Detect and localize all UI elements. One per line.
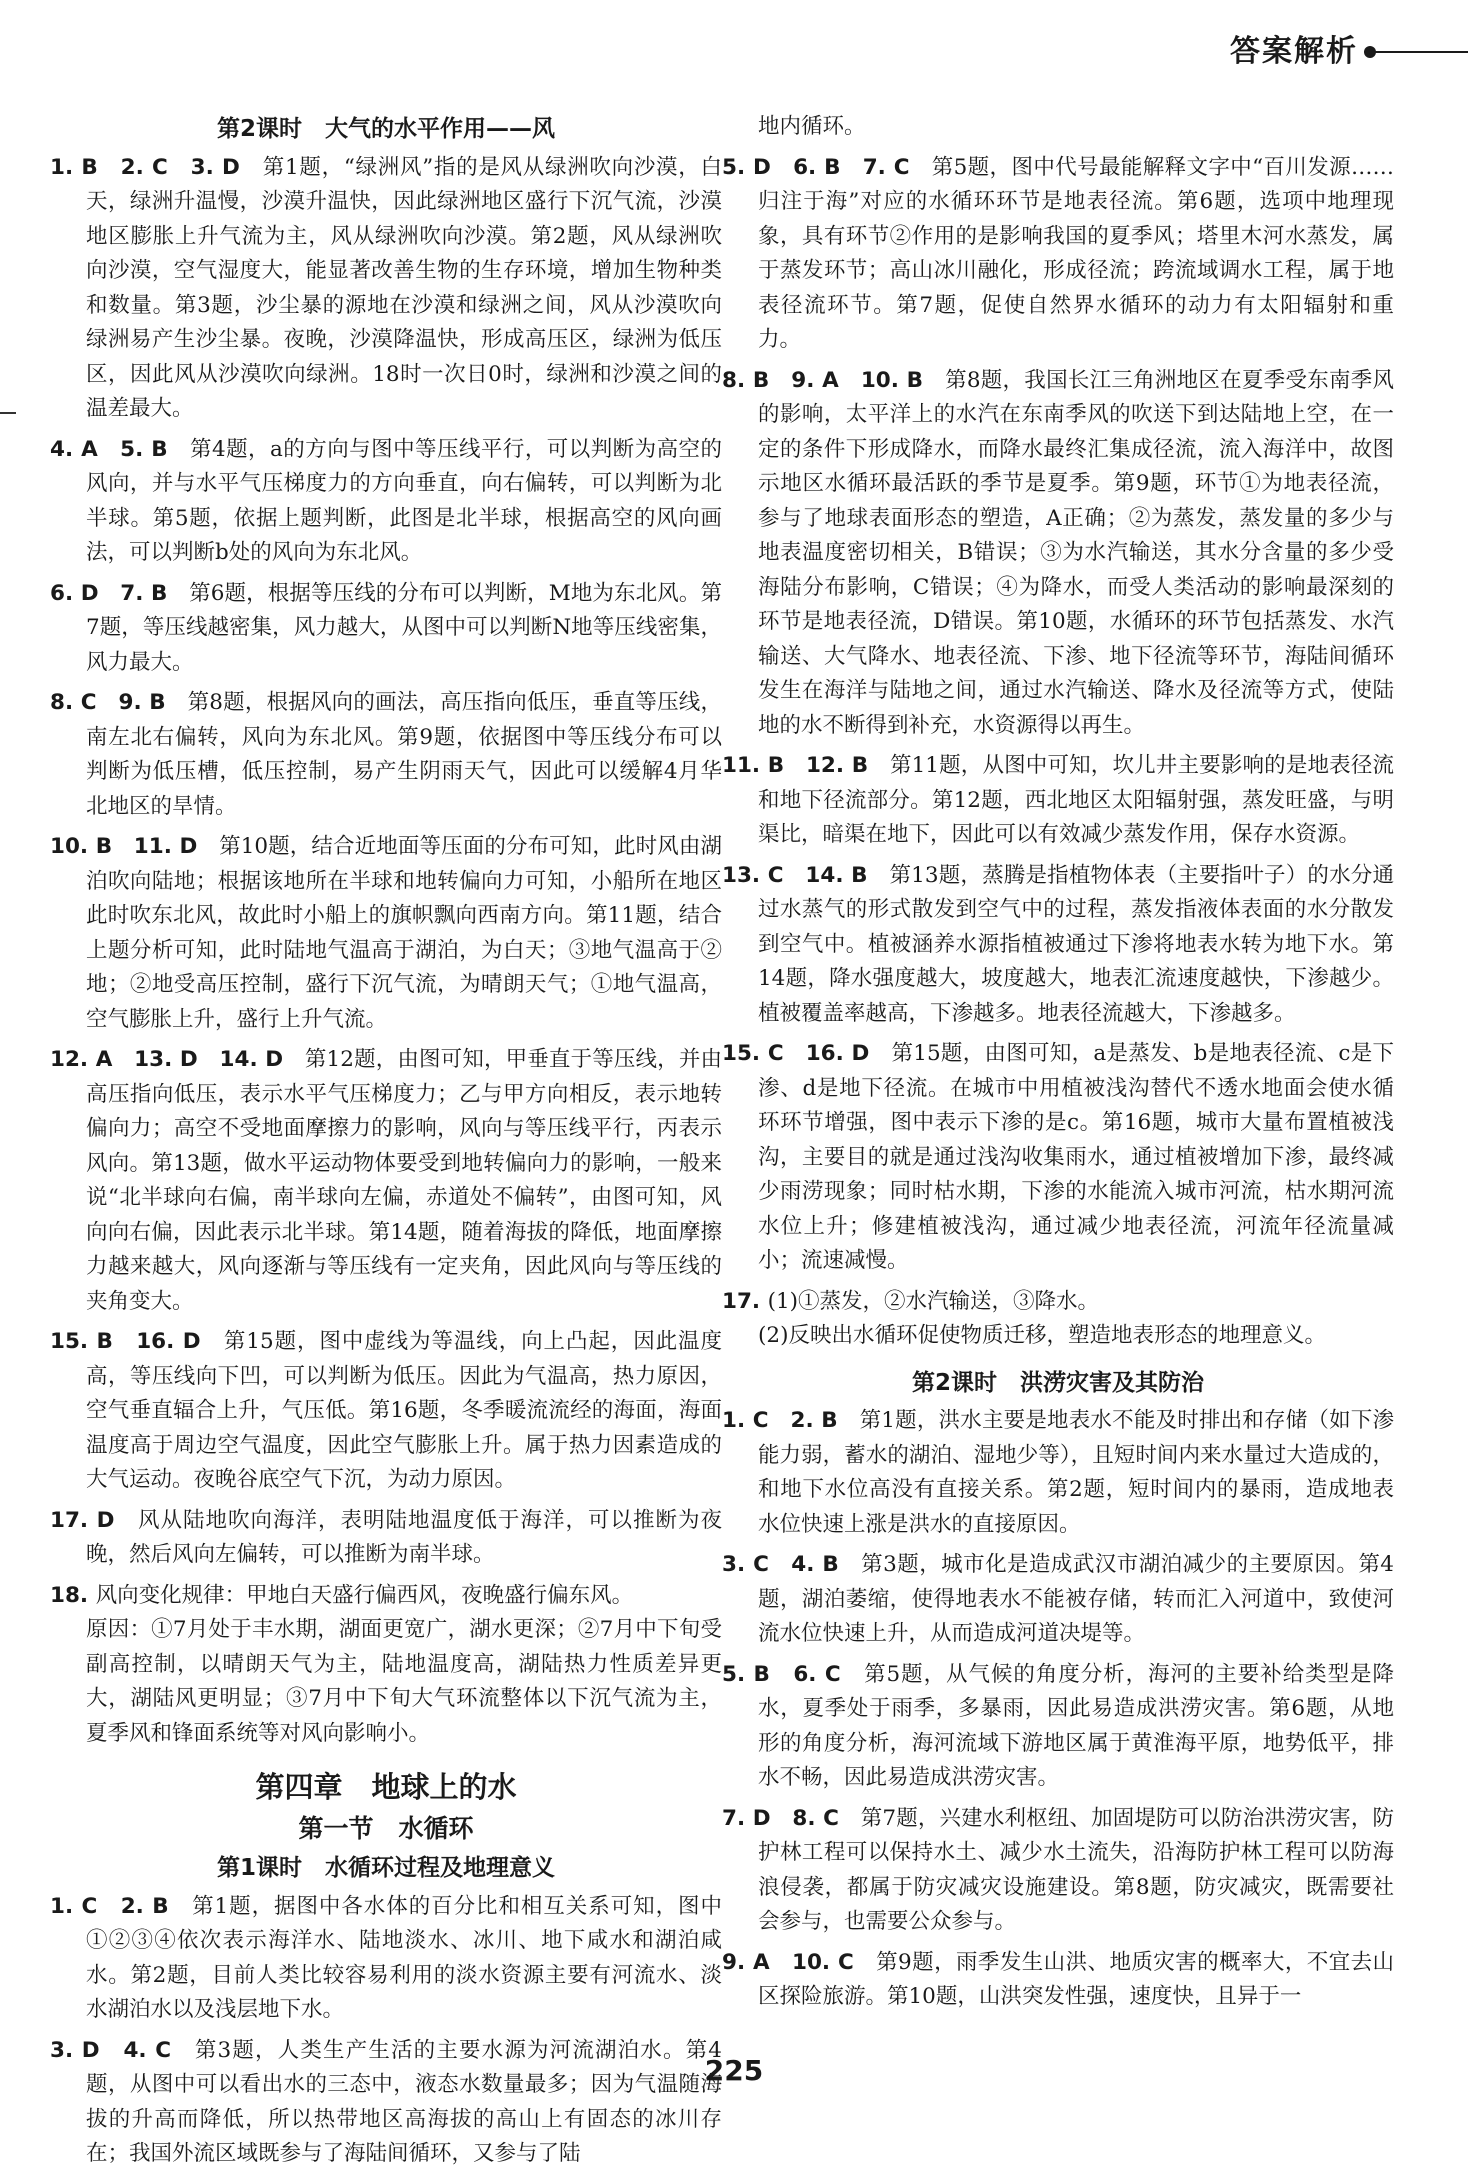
answer-key: 17. D [50,1507,138,1533]
answer-key: 1. C 2. B [722,1408,860,1433]
page-header [1208,12,1468,72]
answer-key: 8. C 9. B [50,690,188,715]
answer-explanation: 第8题，我国长江三角洲地区在夏季受东南季风的影响，太平洋上的水汽在东南季风的吹送下到达陆地上空，在一定的条件下形成降水，而降水最终汇集成径流，流入海洋中，故图示地区水循环最活跃的季节是夏季。第9题，环节①为地表径流，参与了地球表面形态的塑造，A正确；②为蒸发，蒸发量的多少与地表温度密切相关，B错误；③为水汽输送，其水分含量的多少受海陆分布影响，C错误；④为降水，而受人类活动的影响最深刻的环节是地表径流，D错误。第10题，水循环的环节包括蒸发、水汽输送、大气降水、地表径流、下渗、地下径流等环节，海陆间循环发生在海洋与陆地之间，通过水汽输送、降水及径流等方式，使陆地的水不断得到补充，水资源得以再生。 [758,367,1394,738]
answer-key: 12. A 13. D 14. D [50,1047,305,1072]
answer-key: 11. B 12. B [722,753,890,778]
answer-explanation: 第13题，蒸腾是指植物体表（主要指叶子）的水分通过水蒸气的形式散发到空气中的过程，蒸发指液体表面的水分散发到空气中。植被涵养水源指植被通过下渗将地表水转为地下水。第14题，降水强度越大，坡度越大，地表汇流速度越快，下渗越少。植被覆盖率越高，下渗越多。地表径流越大，下渗越多。 [758,862,1394,1026]
answer-explanation: 第12题，由图可知，甲垂直于等压线，并由高压指向低压，表示水平气压梯度力；乙与甲方向相反，表示地转偏向力；高空不受地面摩擦力的影响，风向与等压线平行，丙表示风向。第13题，做水平运动物体要受到地转偏向力的影响，一般来说“北半球向右偏，南半球向左偏，赤道处不偏转”，由图可知，风向向右偏，因此表示北半球。第14题，随着海拔的降低，地面摩擦力越来越大，风向逐渐与等压线有一定夹角，因此风向与等压线的夹角变大。 [86,1047,722,1314]
answer-item [50,433,722,571]
answer-item [722,1658,1394,1796]
answer-explanation: 第9题，雨季发生山洪、地质灾害的概率大，不宜去山区探险旅游。第10题，山洪突发性强，速度快，且异于一 [758,1949,1395,2009]
answer-explanation: 第3题，城市化是造成武汉市湖泊减少的主要原因。第4题，湖泊萎缩，使得地表水不能被存储，转而汇入河道中，致使河流水位快速上升，从而造成河道决堤等。 [758,1552,1394,1646]
answer-explanation: 第3题，人类生产生活的主要水源为河流湖泊水。第4题，从图中可以看出水的三态中，液态水数量最多；因为气温随海拔的升高而降低，所以热带地区高海拔的高山上有固态的冰川存在；我国外流区域既参与了海陆间循环，又参与了陆 [86,2037,722,2166]
answer-explanation: 第5题，从气候的角度分析，海河的主要补给类型是降水，夏季处于雨季，多暴雨，因此易造成洪涝灾害。第6题，从地形的角度分析，海河流域下游地区属于黄淮海平原，地势低平，排水不畅，因此易造成洪涝灾害。 [758,1661,1394,1790]
answer-explanation: 第15题，图中虚线为等温线，向上凸起，因此温度高，等压线向下凹，可以判断为低压。因此为气温高，热力原因，空气垂直辐合上升，气压低。第16题，冬季暖流流经的海面，海面温度高于周边空气温度，因此空气膨胀上升。属于热力因素造成的大气运动。夜晚谷底空气下沉，为动力原因。 [86,1329,722,1492]
answer-key: 9. A 10. C [722,1949,877,1975]
answer-explanation: 第6题，根据等压线的分布可以判断，M地为东北风。第7题，等压线越密集，风力越大，从图中可以判断N地等压线密集，风力最大。 [86,580,722,675]
answer-explanation: 风向变化规律：甲地白天盛行偏西风，夜晚盛行偏东风。 [95,1582,634,1608]
answer-key: 3. D 4. C [50,2037,195,2063]
answer-item [722,1548,1394,1652]
answer-explanation: 风从陆地吹向海洋，表明陆地温度低于海洋，可以推断为夜晚，然后风向左偏转，可以推断为南半球。 [86,1507,722,1567]
right-column [722,110,1394,2021]
answer-key: 1. C 2. B [50,1893,193,1919]
page-number: 225 [704,2054,764,2087]
answer-key: 1. B 2. C 3. D [50,154,263,180]
answer-item [50,1325,722,1498]
answer-item [50,1504,722,1573]
answer-item [50,577,722,681]
answer-continuation: 地内循环。 [758,114,866,139]
answer-key: 5. D 6. B 7. C [722,154,932,180]
answer-key: 3. C 4. B [722,1552,862,1577]
answer-item [50,1579,722,1614]
left-column [50,110,722,2178]
section-title-flood: 第2课时 洪涝灾害及其防治 [911,1369,1204,1396]
answer-item [50,151,722,427]
answer-key: 7. D 8. C [722,1805,861,1831]
answer-key: 10. B 11. D [50,834,220,859]
answer-explanation: 第7题，兴建水利枢纽、加固堤防可以防治洪涝灾害，防护林工程可以保持水土、减少水土流失，沿海防护林工程可以防海浪侵袭，都属于防灾减灾设施建设。第8题，防灾减灾，既需要社会参与，也需要公众参与。 [758,1805,1394,1934]
answer-explanation: 第5题，图中代号最能解释文字中“百川发源……归注于海”对应的水循环环节是地表径流。第6题，选项中地理现象，具有环节②作用的是影响我国的夏季风；塔里木河水蒸发，属于蒸发环节；高山冰川融化，形成径流；跨流域调水工程，属于地表径流环节。第7题，促使自然界水循环的动力有太阳辐射和重力。 [758,154,1394,352]
answer-explanation: 第15题，由图可知，a是蒸发、b是地表径流、c是下渗、d是地下径流。在城市中用植被浅沟替代不透水地面会使水循环环节增强，图中表示下渗的是c。第16题，城市大量布置植被浅沟，主要目的就是通过浅沟收集雨水，通过植被增加下渗，最终减少雨涝现象；同时枯水期，下渗的水能流入城市河流，枯水期河流水位上升；修建植被浅沟，通过减少地表径流，河流年径流量减小；流速减慢。 [758,1041,1394,1273]
section-title-wind: 第2课时 大气的水平作用——风 [216,116,555,142]
answer-item [722,1404,1394,1542]
answer-explanation: (1)①蒸发，②水汽输送，③降水。 [767,1288,1100,1314]
answer-key: 13. C 14. B [722,862,890,888]
header-line-decoration [1374,51,1468,53]
answer-item [50,830,722,1037]
answer-item [722,1946,1394,2015]
answer-item [722,1802,1394,1940]
answer-key: 18. [50,1582,96,1608]
answer-explanation: 第1题，据图中各水体的百分比和相互关系可知，图中①②③④依次表示海洋水、陆地淡水、冰川、地下咸水和湖泊咸水。第2题，目前人类比较容易利用的淡水资源主要有河流水、淡水湖泊水以及浅层地下水。 [86,1893,722,2022]
answer-item [50,1890,722,2028]
answer-item [722,1285,1394,1320]
answer-explanation: 第4题，a的方向与图中等压线平行，可以判断为高空的风向，并与水平气压梯度力的方向垂直，向右偏转，可以判断为北半球。第5题，依据上题判断，此图是北半球，根据高空的风向画法，可以判断b处的风向为东北风。 [86,436,722,565]
answer-explanation: 第1题，洪水主要是地表水不能及时排出和存储（如下渗能力弱，蓄水的湖泊、湿地少等），且短时间内来水量过大造成的，和地下水位高没有直接关系。第2题，短时间内的暴雨，造成地表水位快速上涨是洪水的直接原因。 [758,1408,1394,1537]
answer-key: 17. [722,1288,768,1314]
section-title-water-cycle: 第1课时 水循环过程及地理意义 [216,1855,555,1881]
answer-item [722,151,1394,358]
answer-item [722,1037,1394,1279]
answer-explanation: 第10题，结合近地面等压面的分布可知，此时风由湖泊吹向陆地；根据该地所在半球和地转偏向力可知，小船所在地区此时吹东北风，故此时小船上的旗帜飘向西南方向。第11题，结合上题分析可知，此时陆地气温高于湖泊，为白天；③地气温高于②地；②地受高压控制，盛行下沉气流，为晴朗天气；①地气温高，空气膨胀上升，盛行上升气流。 [86,834,722,1032]
answer-item [50,1043,722,1319]
answer-key: 4. A 5. B [50,436,190,462]
answer-continuation: (2)反映出水循环促使物质迁移，塑造地表形态的地理意义。 [758,1323,1326,1348]
margin-mark [0,412,16,414]
answer-key: 15. B 16. D [50,1329,224,1354]
answer-item [50,686,722,824]
answer-explanation: 第8题，根据风向的画法，高压指向低压，垂直等压线，南左北右偏转，风向为东北风。第9题，依据图中等压线分布可以判断为低压槽，低压控制，易产生阴雨天气，因此可以缓解4月华北地区的旱情。 [86,690,722,819]
answer-explanation: 第1题，“绿洲风”指的是风从绿洲吹向沙漠，白天，绿洲升温慢，沙漠升温快，因此绿洲地区盛行下沉气流，沙漠地区膨胀上升气流为主，风从绿洲吹向沙漠。第2题，风从绿洲吹向沙漠，空气湿度大，能显著改善生物的生存环境，增加生物种类和数量。第3题，沙尘暴的源地在沙漠和绿洲之间，风从沙漠吹向绿洲易产生沙尘暴。夜晚，沙漠降温快，形成高压区，绿洲为低压区，因此风从沙漠吹向绿洲。18时一次日0时，绿洲和沙漠之间的温差最大。 [86,154,722,421]
answer-key: 15. C 16. D [722,1041,892,1066]
section-heading: 第一节 水循环 [298,1814,474,1843]
answer-item [722,859,1394,1032]
answer-item [722,749,1394,853]
answer-key: 6. D 7. B [50,580,190,606]
chapter-title: 第四章 地球上的水 [255,1770,517,1804]
header-title: 答案解析 [1230,34,1358,69]
answer-key: 8. B 9. A 10. B [722,367,946,393]
answer-continuation: 原因：①7月处于丰水期，湖面更宽广，湖水更深；②7月中下旬受副高控制，以晴朗天气为主，陆地温度高，湖陆热力性质差异更大，湖陆风更明显；③7月中下旬大气环流整体以下沉气流为主，夏季风和锋面系统等对风向影响小。 [86,1617,722,1746]
answer-explanation: 第11题，从图中可知，坎儿井主要影响的是地表径流和地下径流部分。第12题，西北地区太阳辐射强，蒸发旺盛，与明渠比，暗渠在地下，因此可以有效减少蒸发作用，保存水资源。 [758,753,1394,847]
answer-item [722,364,1394,744]
answer-key: 5. B 6. C [722,1661,865,1687]
